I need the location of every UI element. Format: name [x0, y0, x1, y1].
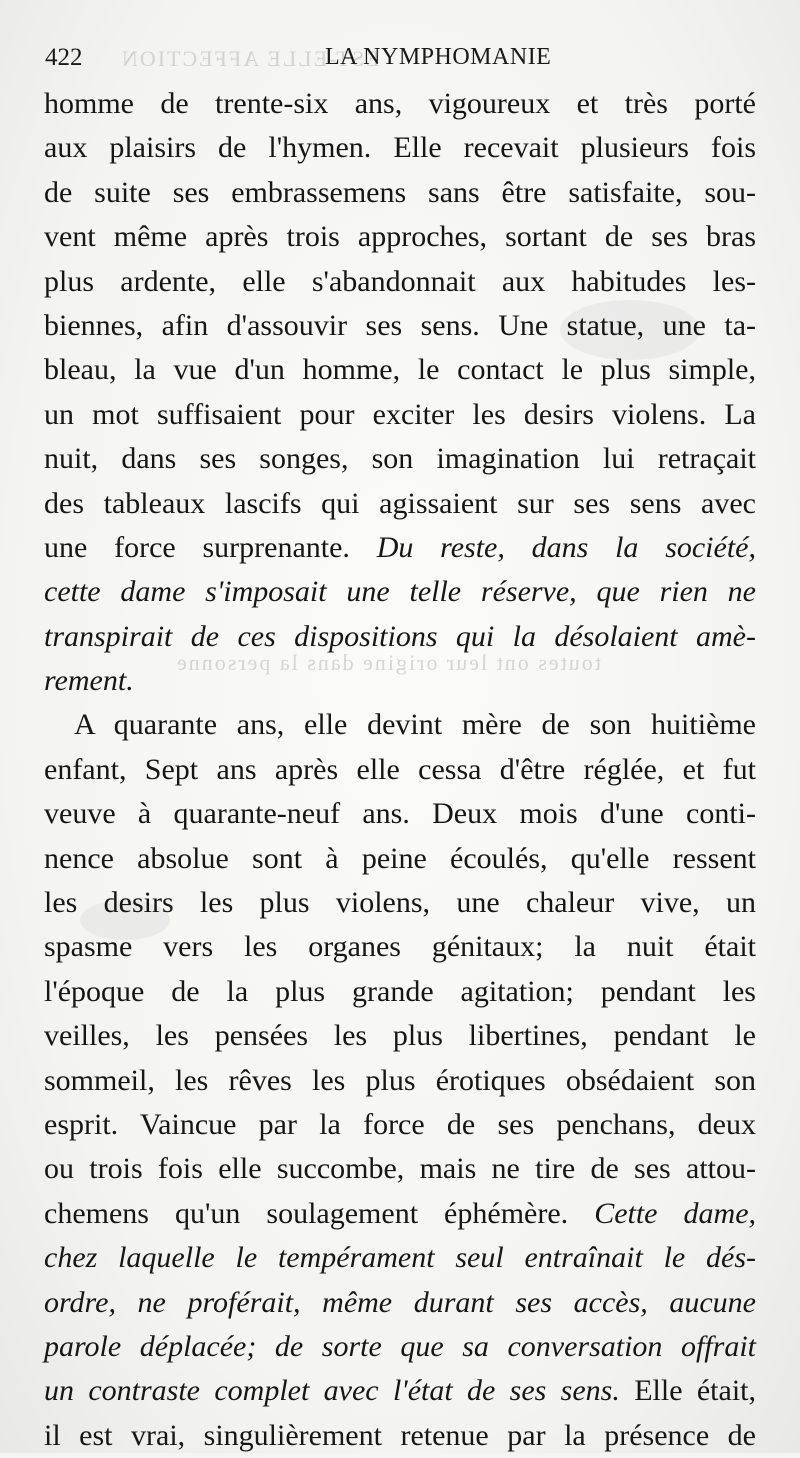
text-line [44, 837, 756, 881]
page-number: 422 [45, 44, 83, 71]
text-line [44, 1147, 756, 1191]
text-line [44, 482, 756, 526]
text-line [44, 260, 756, 304]
body-text [44, 82, 756, 1458]
line-text: l'époque de la plus grande agitation; pendant les [44, 974, 756, 1008]
text-line [44, 304, 756, 348]
line-text: il est vrai, singulièrement retenue par la présence de [44, 1418, 756, 1452]
line-text: une force surprenante. [44, 530, 377, 564]
line-text: ou trois fois elle succombe, mais ne tire de ses attou- [44, 1152, 756, 1186]
show-through-text: EST-ELLE AFFECTION [120, 46, 380, 71]
line-text: veuve à quarante-neuf ans. Deux mois d'une conti- [44, 797, 756, 831]
text-line [44, 82, 756, 126]
text-line [44, 1059, 756, 1103]
text-line [44, 925, 756, 969]
line-text: des tableaux lascifs qui agissaient sur ses sens avec [44, 486, 756, 520]
text-line [44, 126, 756, 170]
line-italic-text: transpirait de ces dispositions qui la désolaient amè- [44, 619, 756, 653]
line-text: aux plaisirs de l'hymen. Elle recevait plusieurs fois [44, 131, 756, 165]
text-line [44, 1325, 756, 1369]
text-line [44, 393, 756, 437]
line-italic-text: parole déplacée; de sorte que sa conversation offrait [44, 1329, 756, 1363]
line-italic-text: cette dame s'imposait une telle réserve, que rien ne [44, 575, 756, 609]
text-line [44, 348, 756, 392]
line-italic-text: Cette dame, [594, 1196, 757, 1230]
text-line [44, 1236, 756, 1280]
text-line [44, 615, 756, 659]
text-line [44, 703, 756, 747]
line-italic-text: Du reste, dans la société, [376, 530, 756, 564]
page-header [45, 40, 755, 76]
line-text: Elle était, [634, 1374, 756, 1408]
line-text: biennes, afin d'assouvir ses sens. Une statue, une ta- [44, 308, 756, 342]
line-text: bleau, la vue d'un homme, le contact le plus simple, [44, 353, 756, 387]
line-text: veilles, les pensées les plus libertines, pendant le [44, 1019, 756, 1053]
text-line [44, 215, 756, 259]
line-italic-text: ordre, ne proférait, même durant ses accès, aucune [44, 1285, 756, 1319]
text-line [44, 1014, 756, 1058]
text-line [44, 437, 756, 481]
text-line [44, 1192, 756, 1236]
line-text: un mot suffisaient pour exciter les desirs violens. La [44, 397, 756, 431]
text-line [44, 570, 756, 614]
line-text: sommeil, les rêves les plus érotiques obsédaient son [44, 1063, 756, 1097]
line-text: de suite ses embrassemens sans être satisfaite, sou- [44, 175, 756, 209]
text-line [44, 970, 756, 1014]
line-italic-text: un contraste complet avec l'état de ses sens. [44, 1374, 635, 1408]
text-line [44, 1281, 756, 1325]
line-text: les desirs les plus violens, une chaleur vive, un [44, 886, 756, 920]
line-text: A quarante ans, elle devint mère de son huitième [74, 708, 756, 742]
text-line [44, 1369, 756, 1413]
show-through-text: toutes ont leur origine dans la personne [175, 650, 601, 675]
line-text: esprit. Vaincue par la force de ses penchans, deux [44, 1107, 756, 1141]
line-italic-text: rement. [44, 664, 134, 698]
text-line [44, 526, 756, 570]
text-line [44, 1414, 756, 1458]
line-text: homme de trente-six ans, vigoureux et très porté [44, 87, 756, 120]
text-line [44, 748, 756, 792]
line-text: nence absolue sont à peine écoulés, qu'elle ressent [44, 841, 756, 875]
line-text: plus ardente, elle s'abandonnait aux habitudes les- [44, 264, 756, 298]
text-line [44, 881, 756, 925]
line-text: nuit, dans ses songes, son imagination lui retraçait [44, 442, 756, 476]
line-italic-text: chez laquelle le tempérament seul entraînait le dés- [44, 1241, 756, 1275]
line-text: chemens qu'un soulagement éphémère. [44, 1196, 595, 1230]
line-text: spasme vers les organes génitaux; la nuit était [44, 930, 756, 964]
text-line [44, 792, 756, 836]
line-text: vent même après trois approches, sortant de ses bras [44, 220, 756, 254]
running-title: LA NYMPHOMANIE [325, 44, 552, 70]
text-line [44, 659, 756, 703]
text-line [44, 171, 756, 215]
line-text: enfant, Sept ans après elle cessa d'être réglée, et fut [44, 752, 756, 786]
text-line [44, 1103, 756, 1147]
